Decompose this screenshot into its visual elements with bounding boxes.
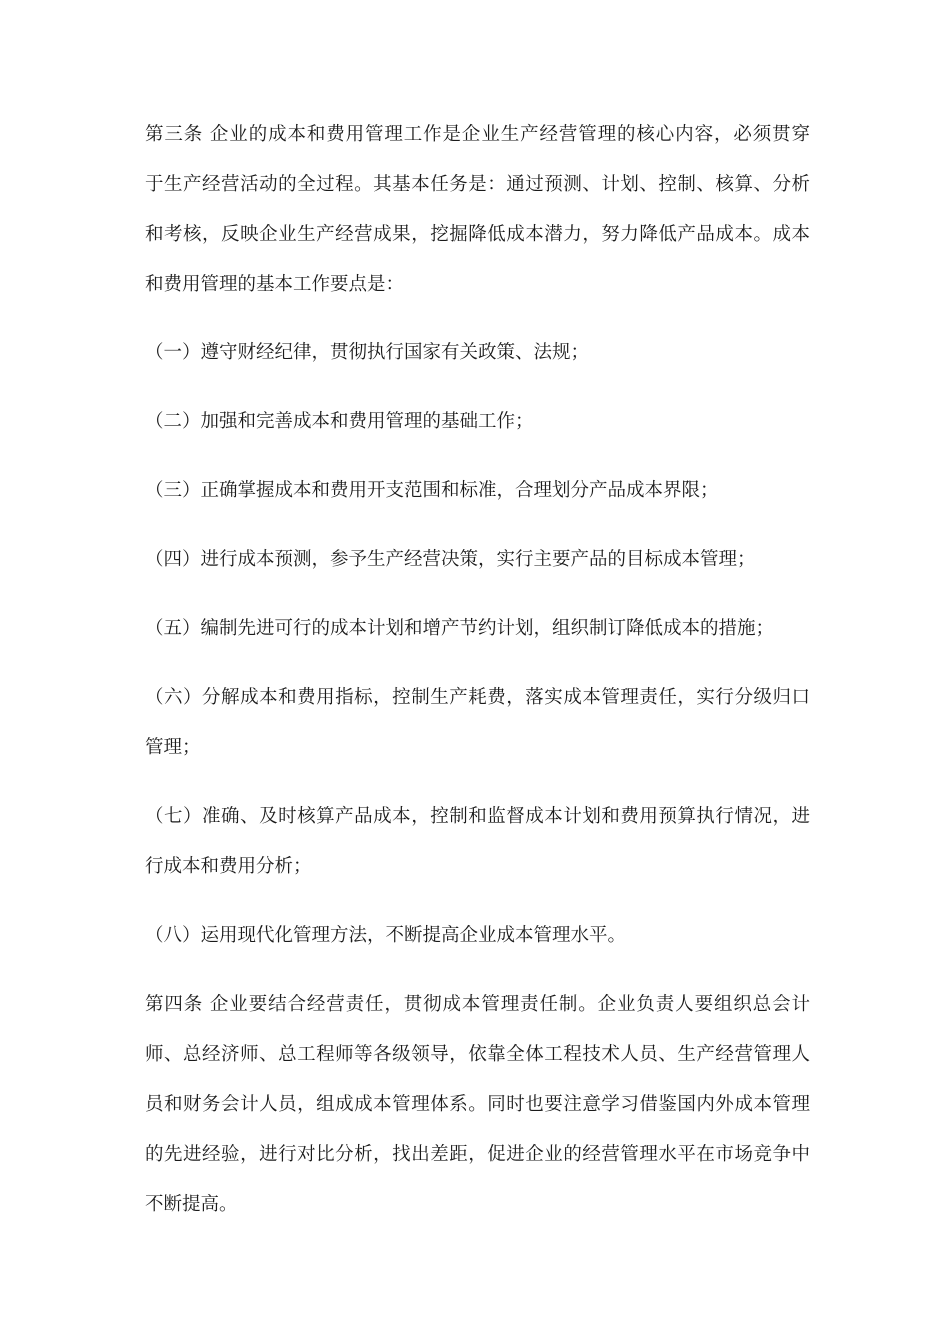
- article-3-line: 和费用管理的基本工作要点是：: [145, 274, 405, 295]
- article-4-line: 第四条 企业要结合经营责任，贯彻成本管理责任制。企业负责人要组织总会计: [145, 994, 810, 1015]
- article-3-line: 于生产经营活动的全过程。其基本任务是：通过预测、计划、控制、核算、分析: [145, 174, 810, 195]
- article-3-paragraph: [145, 110, 810, 310]
- item-6-paragraph: [145, 673, 810, 773]
- item-8-paragraph: [145, 911, 810, 961]
- item-4-paragraph: [145, 535, 810, 585]
- article-4-paragraph: [145, 980, 810, 1230]
- item-1-paragraph: [145, 328, 810, 378]
- item-7-line: 行成本和费用分析；: [145, 856, 312, 877]
- item-1-line: （一）遵守财经纪律，贯彻执行国家有关政策、法规；: [145, 342, 590, 363]
- item-6-line: （六）分解成本和费用指标，控制生产耗费，落实成本管理责任，实行分级归口: [145, 687, 810, 708]
- article-3-line: 和考核，反映企业生产经营成果，挖掘降低成本潜力，努力降低产品成本。成本: [145, 224, 810, 245]
- item-5-line: （五）编制先进可行的成本计划和增产节约计划，组织制订降低成本的措施；: [145, 618, 775, 639]
- article-4-line: 不断提高。: [145, 1194, 238, 1215]
- item-3-line: （三）正确掌握成本和费用开支范围和标准，合理划分产品成本界限；: [145, 480, 719, 501]
- article-4-line: 员和财务会计人员，组成成本管理体系。同时也要注意学习借鉴国内外成本管理: [145, 1094, 810, 1115]
- article-4-line: 师、总经济师、总工程师等各级领导，依靠全体工程技术人员、生产经营管理人: [145, 1044, 810, 1065]
- item-7-line: （七）准确、及时核算产品成本，控制和监督成本计划和费用预算执行情况，进: [145, 806, 810, 827]
- item-3-paragraph: [145, 466, 810, 516]
- item-8-line: （八）运用现代化管理方法，不断提高企业成本管理水平。: [145, 925, 627, 946]
- article-3-line: 第三条 企业的成本和费用管理工作是企业生产经营管理的核心内容，必须贯穿: [145, 124, 810, 145]
- item-2-paragraph: [145, 397, 810, 447]
- article-4-line: 的先进经验，进行对比分析，找出差距，促进企业的经营管理水平在市场竞争中: [145, 1144, 810, 1165]
- item-2-line: （二）加强和完善成本和费用管理的基础工作；: [145, 411, 534, 432]
- item-5-paragraph: [145, 604, 810, 654]
- item-4-line: （四）进行成本预测，参予生产经营决策，实行主要产品的目标成本管理；: [145, 549, 756, 570]
- item-6-line: 管理；: [145, 737, 201, 758]
- item-7-paragraph: [145, 792, 810, 892]
